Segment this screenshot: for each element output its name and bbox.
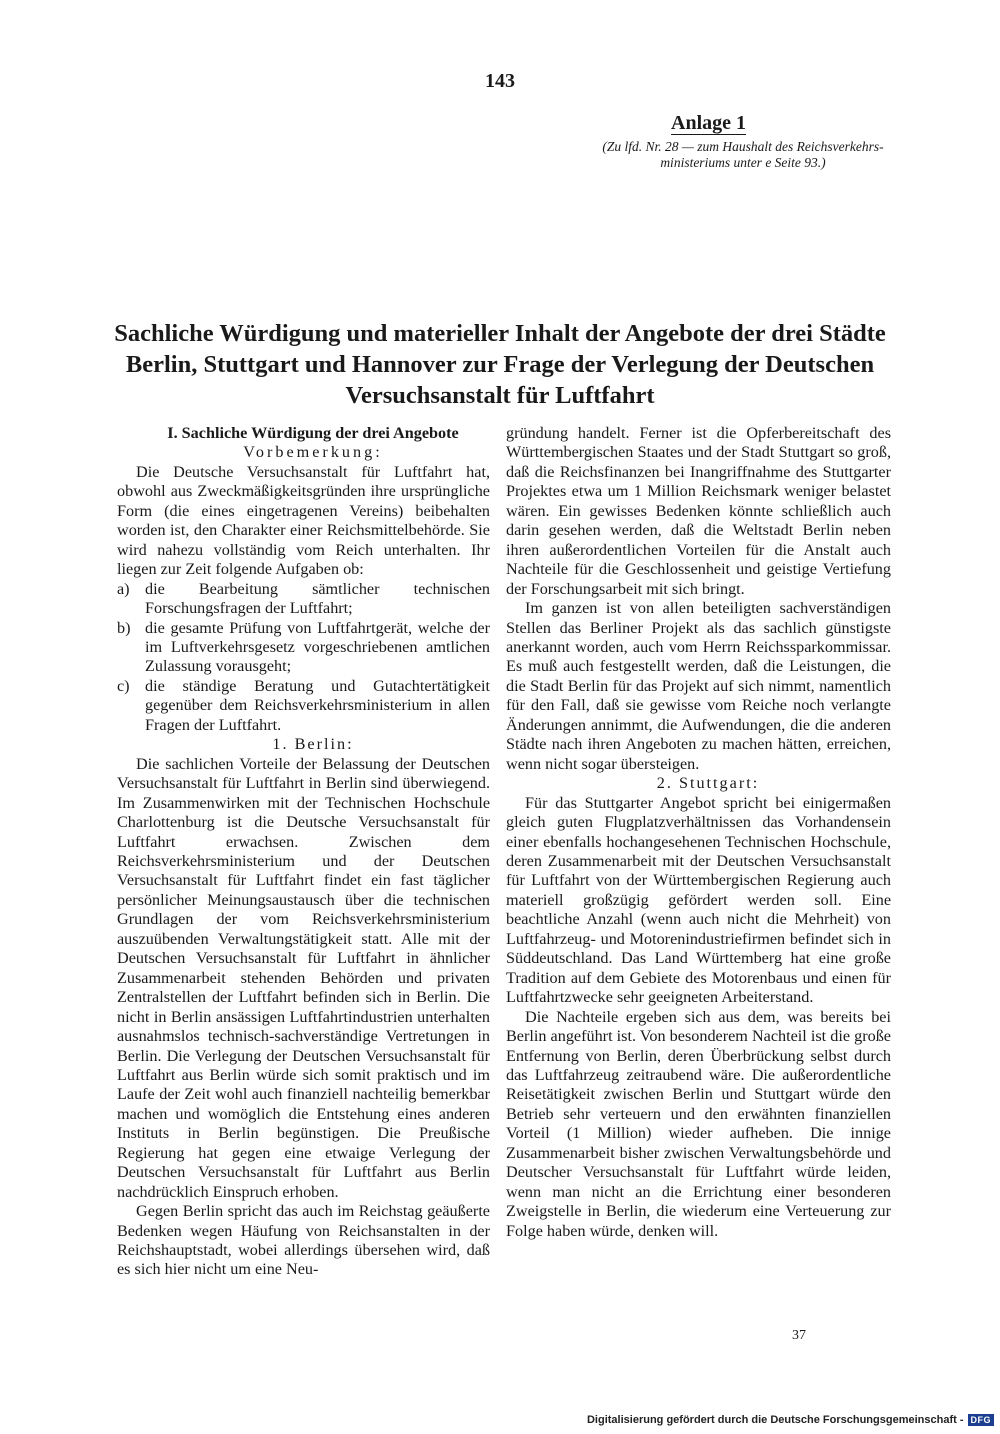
stuttgart-heading: 2. Stuttgart: [656,774,760,793]
footer-credit [587,1414,994,1426]
right-column [506,424,891,1241]
berlin-paragraph-2: Gegen Berlin spricht das auch im Reichstag geäußerte Bedenken wegen Häufung von Reichsanstalten in der Reichshauptstadt, wobei allerdings übersehen wird, daß es sich hier nicht um eine Neu- [117,1202,490,1279]
intro-paragraph: Die Deutsche Versuchsanstalt für Luftfahrt hat, obwohl aus Zweckmäßigkeitsgründen ihre ursprüngliche Form (die eines eingetragenen Vereins) beibehalten worden ist, den Charakter einer Reichsmittelbehörde. Sie wird nahezu vollständig vom Reich unterhalten. Ihr liegen zur Zeit folgende Aufgaben ob: [117,462,490,579]
vorbemerkung-heading: Vorbemerkung: [243,443,383,462]
list-marker: b) [117,618,131,637]
main-title-line-1: Sachliche Würdigung und materieller Inhalt der Angebote der drei Städte [114,320,886,347]
summary-paragraph: Im ganzen ist von allen beteiligten sachverständigen Stellen das Berliner Projekt als das sachlich günstigste anerkannt worden, auch vom Herrn Reichssparkommissar. Es muß auch festgestellt werden, daß die Leistungen, die die Stadt Berlin für das Projekt auf sich nimmt, namentlich für den Fall, daß sie gewisse vom Reiche noch verlangte Änderungen annimmt, die Aufwendungen, die die anderen Städte nach ihren Angeboten zu machen hätten, erreichen, wenn nicht sogar übersteigen. [506,599,891,773]
berlin-paragraph-1: Die sachlichen Vorteile der Belassung der Deutschen Versuchsanstalt für Luftfahrt in Berlin sind überwiegend. Im Zusammenwirken mit der Technischen Hochschule Charlottenburg ist die Deutsche Versuchsanstalt für Luftfahrt erwachsen. Zwischen dem Reichsverkehrsministerium und der Deutschen Versuchsanstalt für Luftfahrt findet ein fast täglicher persönlicher Meinungsaustausch über die technischen Grundlagen der vom Reichsverkehrsministerium auszuübenden Verwaltungstätigkeit statt. Alle mit der Deutschen Versuchsanstalt für Luftfahrt in ähnlicher Zusammenarbeit stehenden Behörden und privaten Zentralstellen der Luftfahrt befinden sich in Berlin. Die nicht in Berlin ansässigen Luftfahrtindustrien unterhalten ausnahmslos technisch-sachverständige Vertretungen in Berlin. Die Verlegung der Deutschen Versuchsanstalt für Luftfahrt aus Berlin würde sich somit praktisch und im Laufe der Zeit wohl auch finanziell nachteilig bemerkbar machen und womöglich die Entstehung eines anderen Instituts in Berlin begünstigen. Die Preußische Regierung hat gegen eine etwaige Verlegung der Deutschen Versuchsanstalt für Luftfahrt aus Berlin nachdrücklich Einspruch erhoben. [117,754,490,1201]
page-number: 143 [485,70,515,92]
dfg-logo: DFG [968,1414,995,1426]
continuation-paragraph: gründung handelt. Ferner ist die Opferbereitschaft des Württembergischen Staates und der Stadt Stuttgart so groß, daß die Reichsfinanzen bei Inangriffnahme des Stuttgarter Projektes etwa um 1 Million Reichsmark weniger belastet wären. Ein gewisses Bedenken könnte schließlich auch darin gesehen werden, daß die Weltstadt Berlin neben ihren außerordentlichen Vorteilen für die Anstalt auch Nachteile für die Geschlossenheit und geistige Vertiefung der Forschungsarbeit mit sich bringt. [506,424,891,598]
list-text: die gesamte Prüfung von Luftfahrtgerät, welche der im Luftverkehrsgesetz vorgeschriebenen amtlichen Zulassung vorausgeht; [145,618,490,676]
list-text: die ständige Beratung und Gutachtertätigkeit gegenüber dem Reichsverkehrsministerium in allen Fragen der Luftfahrt. [145,676,490,734]
list-marker: a) [117,579,130,598]
berlin-heading: 1. Berlin: [272,735,354,754]
annex-note-line-1: (Zu lfd. Nr. 28 — zum Haushalt des Reichsverkehrs- [602,139,884,154]
annex-title: Anlage 1 [671,112,746,134]
task-list-item [117,619,490,677]
sheet-number: 37 [792,1328,806,1343]
stuttgart-paragraph-1: Für das Stuttgarter Angebot spricht bei einigermaßen gleich guten Flugplatzverhältnissen das Vorhandensein einer ebenfalls hochangesehenen Technischen Hochschule, deren Zusammenarbeit mit der Deutschen Versuchsanstalt für Luftfahrt von der Württembergischen Regierung auch materiell großzügig gefördert werden soll. Eine beachtliche Anzahl (wenn auch nicht die Mehrheit) von Luftfahrzeug- und Motorenindustriefirmen befindet sich in Süddeutschland. Das Land Württemberg hat eine große Tradition auf dem Gebiete des Motorenbaus und einen für Luftfahrtzwecke sehr geeigneten Arbeiterstand. [506,793,891,1007]
left-column [117,424,490,1280]
footer-text: Digitalisierung gefördert durch die Deutsche Forschungsgemeinschaft - [586,1414,964,1426]
list-text: die Bearbeitung sämtlicher technischen Forschungsfragen der Luftfahrt; [145,579,490,618]
task-list-item [117,580,490,619]
main-title-line-3: Versuchsanstalt für Luftfahrt [345,382,655,409]
section-heading: I. Sachliche Würdigung der drei Angebote [167,424,459,442]
list-marker: c) [117,676,130,695]
stuttgart-paragraph-2: Die Nachteile ergeben sich aus dem, was bereits bei Berlin angeführt ist. Von besonderem Nachteil ist die große Entfernung von Berlin, deren Überbrückung selbst durch das Luftfahrzeug zeitraubend wäre. Die außerordentliche Reisetätigkeit zwischen Berlin und Stuttgart würde den Betrieb sehr verteuern und den erwähnten finanziellen Vorteil (1 Million) wieder aufheben. Die innige Zusammenarbeit bisher zwischen Verwaltungsbehörde und Deutscher Versuchsanstalt für Luftfahrt würde leiden, wenn man nicht an die Errichtung einer besonderen Zweigstelle in Berlin, die wiederum eine Verteuerung zur Folge haben würde, denken will. [506,1007,891,1240]
annex-note [486,139,1000,171]
main-title-line-2: Berlin, Stuttgart und Hannover zur Frage der Verlegung der Deutschen [125,351,875,378]
main-title [80,318,920,411]
task-list [117,580,490,736]
task-list-item [117,677,490,735]
annex-note-line-2: ministeriums unter e Seite 93.) [660,155,826,170]
